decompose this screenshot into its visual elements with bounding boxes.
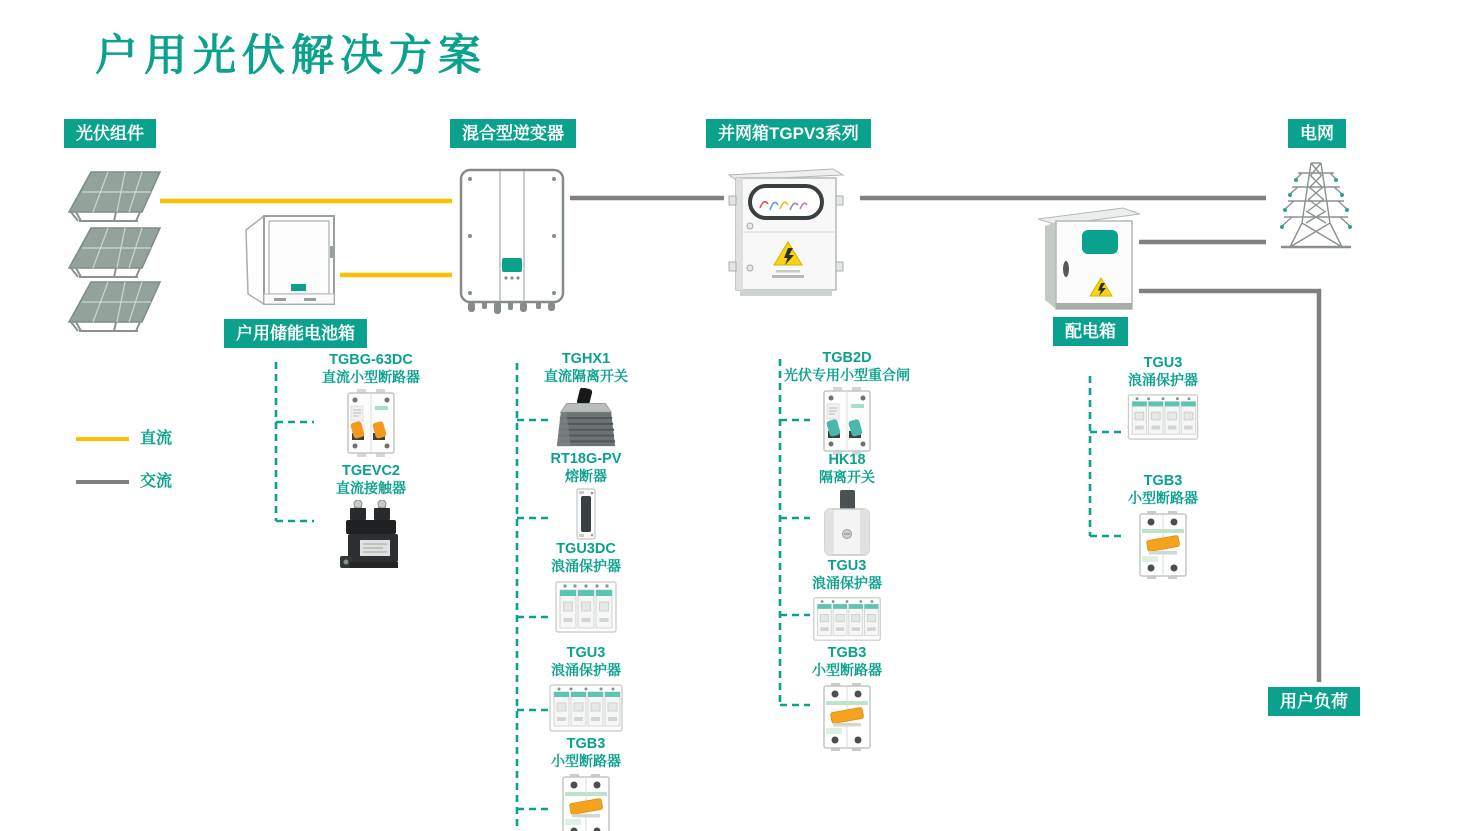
legend-ac-line <box>76 480 129 484</box>
fuse-icon <box>566 488 606 540</box>
component-tghx1 <box>506 351 666 450</box>
component-model: TGU3DC <box>556 541 616 557</box>
component-model: HK18 <box>828 452 866 468</box>
page-title: 户用光伏解决方案 <box>95 32 487 80</box>
distribution-box-icon <box>1037 206 1141 314</box>
surge-protector-icon <box>553 578 619 636</box>
isolating-switch-icon <box>817 489 877 557</box>
component-tgu3-gridbox <box>767 558 927 643</box>
component-model: TGHX1 <box>561 351 611 367</box>
component-model: TGU3 <box>827 558 867 574</box>
component-desc: 小型断路器 <box>551 753 621 769</box>
component-model: TGBG-63DC <box>329 352 413 368</box>
component-tgb3-inverter <box>506 736 666 831</box>
chip-pv-modules: 光伏组件 <box>64 119 156 148</box>
component-model: RT18G-PV <box>550 451 622 467</box>
component-desc: 光伏专用小型重合闸 <box>784 367 910 383</box>
component-desc: 小型断路器 <box>1128 490 1198 506</box>
surge-protector-icon <box>547 682 625 734</box>
chip-power-grid: 电网 <box>1288 119 1346 148</box>
legend-dc-line <box>76 437 129 441</box>
component-model: TGB3 <box>566 736 606 752</box>
pv-recloser-icon <box>816 387 878 455</box>
component-model: TGU3 <box>1143 355 1183 371</box>
component-tgu3-distbox <box>1083 355 1243 442</box>
chip-distribution-box: 配电箱 <box>1053 317 1128 346</box>
component-hk18 <box>767 452 927 557</box>
component-model: TGU3 <box>566 645 606 661</box>
battery-box-icon <box>238 210 342 310</box>
component-tgb3-distbox <box>1083 473 1243 580</box>
component-desc: 熔断器 <box>565 468 607 484</box>
chip-hybrid-inverter: 混合型逆变器 <box>450 119 576 148</box>
transmission-tower-icon <box>1278 153 1354 251</box>
mcb-icon <box>557 773 615 831</box>
chip-battery-box: 户用储能电池箱 <box>224 319 367 348</box>
component-desc: 直流小型断路器 <box>322 369 420 385</box>
pv-panel-icon <box>66 170 164 224</box>
component-model: TGB2D <box>822 350 872 366</box>
component-desc: 浪涌保护器 <box>1128 372 1198 388</box>
component-model: TGB3 <box>1143 473 1183 489</box>
pv-panel-icon <box>66 226 164 280</box>
chip-user-load: 用户负荷 <box>1268 687 1360 716</box>
dc-contactor-icon <box>338 500 404 572</box>
component-rt18g-pv <box>506 451 666 540</box>
component-tgu3-inverter <box>506 645 666 734</box>
component-model: TGB3 <box>827 645 867 661</box>
component-desc: 直流隔离开关 <box>544 368 628 384</box>
component-desc: 小型断路器 <box>812 662 882 678</box>
legend-ac-label: 交流 <box>140 473 173 490</box>
mcb-icon <box>818 682 876 752</box>
component-desc: 隔离开关 <box>819 469 875 485</box>
component-tgbg-63dc <box>291 352 451 457</box>
legend-dc-label: 直流 <box>140 430 173 447</box>
component-desc: 浪涌保护器 <box>551 662 621 678</box>
component-tgb3-gridbox <box>767 645 927 752</box>
component-desc: 浪涌保护器 <box>551 558 621 574</box>
mcb-icon <box>1134 510 1192 580</box>
component-tgu3dc <box>506 541 666 636</box>
hybrid-inverter-icon <box>456 168 568 314</box>
component-desc: 浪涌保护器 <box>812 575 882 591</box>
grid-connection-box-icon <box>726 166 848 302</box>
dc-mcb-icon <box>340 389 402 457</box>
chip-grid-connection-box: 并网箱TGPV3系列 <box>706 119 871 148</box>
component-model: TGEVC2 <box>341 463 400 479</box>
dc-isolator-icon <box>554 388 618 450</box>
component-desc: 直流接触器 <box>336 480 406 496</box>
component-tgevc2 <box>291 463 451 572</box>
surge-protector-icon <box>1124 392 1202 442</box>
component-tgb2d <box>767 350 927 455</box>
surge-protector-icon <box>808 595 886 643</box>
pv-panel-icon <box>66 280 164 334</box>
